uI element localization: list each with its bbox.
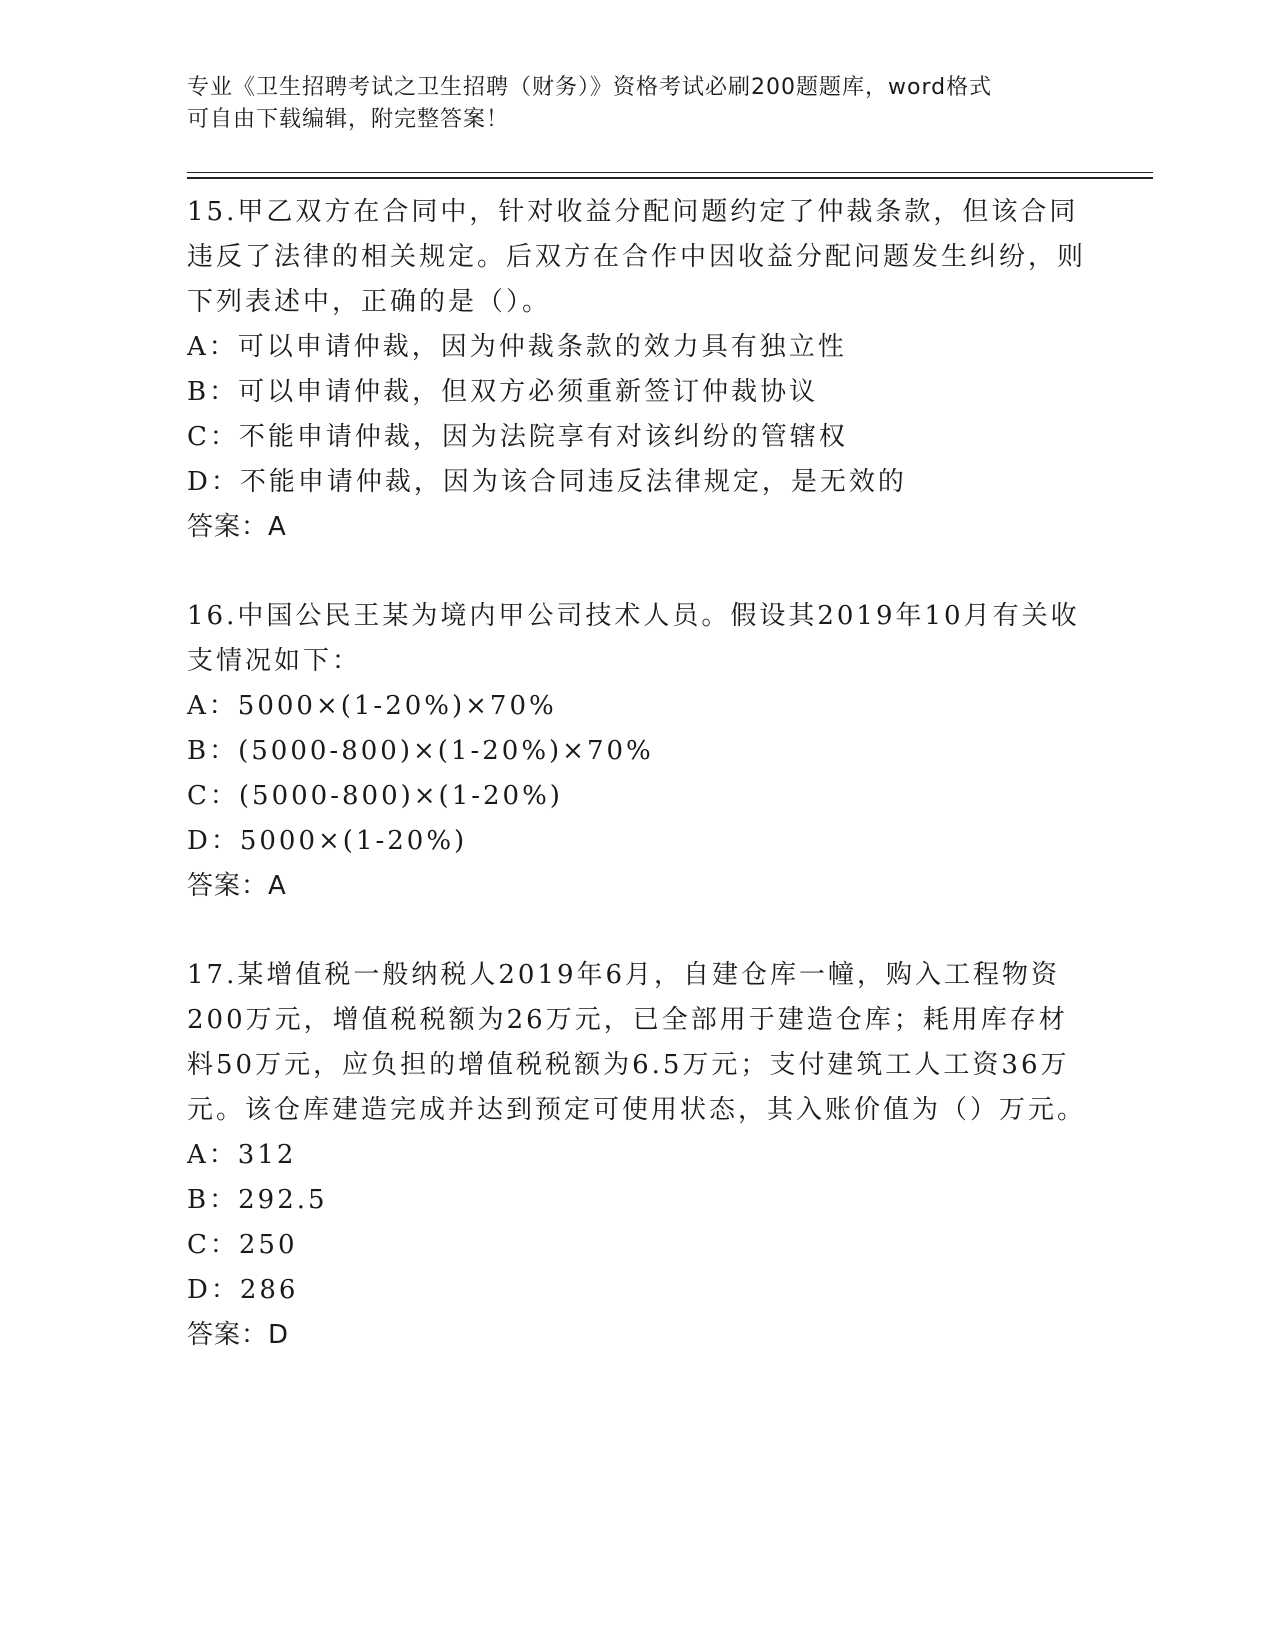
- answer-label: 答案：A: [187, 512, 287, 542]
- option-c: C：不能申请仲裁，因为法院享有对该纠纷的管辖权: [187, 422, 848, 452]
- header-title-line: 专业《卫生招聘考试之卫生招聘（财务）》资格考试必刷200题题库，word格式: [187, 75, 993, 100]
- option-d: D：5000×(1-20%): [187, 826, 468, 856]
- option-d: D：不能申请仲裁，因为该合同违反法律规定，是无效的: [187, 467, 907, 497]
- question-17: [187, 953, 1087, 1358]
- document-header: [187, 72, 1087, 136]
- option-b: B：292.5: [187, 1185, 328, 1215]
- header-divider-thick: [187, 177, 1153, 179]
- option-d: D：286: [187, 1275, 299, 1305]
- header-divider-thin: [187, 172, 1153, 173]
- question-stem: 16.中国公民王某为境内甲公司技术人员。假设其2019年10月有关收支情况如下：: [187, 601, 1080, 676]
- option-b: B：(5000-800)×(1-20%)×70%: [187, 736, 654, 766]
- option-b: B：可以申请仲裁，但双方必须重新签订仲裁协议: [187, 377, 819, 407]
- question-15: [187, 190, 1087, 550]
- option-a: A：312: [187, 1140, 297, 1170]
- question-stem: 17.某增值税一般纳税人2019年6月，自建仓库一幢，购入工程物资200万元，增值税税额为26万元，已全部用于建造仓库；耗用库存材料50万元，应负担的增值税税额为6.5万元；支付建筑工人工资36万元。该仓库建造完成并达到预定可使用状态，其入账价值为（）万元。: [187, 960, 1087, 1125]
- option-a: A：可以申请仲裁，因为仲裁条款的效力具有独立性: [187, 332, 847, 362]
- answer-label: 答案：D: [187, 1320, 290, 1350]
- answer-label: 答案：A: [187, 871, 287, 901]
- option-a: A：5000×(1-20%)×70%: [187, 691, 557, 721]
- question-16: [187, 594, 1087, 909]
- question-list: [187, 190, 1087, 1402]
- option-c: C：(5000-800)×(1-20%): [187, 781, 563, 811]
- question-stem: 15.甲乙双方在合同中，针对收益分配问题约定了仲裁条款，但该合同违反了法律的相关规定。后双方在合作中因收益分配问题发生纠纷，则下列表述中，正确的是（）。: [187, 197, 1087, 317]
- option-c: C：250: [187, 1230, 298, 1260]
- header-subtitle-line: 可自由下载编辑，附完整答案！: [187, 107, 510, 132]
